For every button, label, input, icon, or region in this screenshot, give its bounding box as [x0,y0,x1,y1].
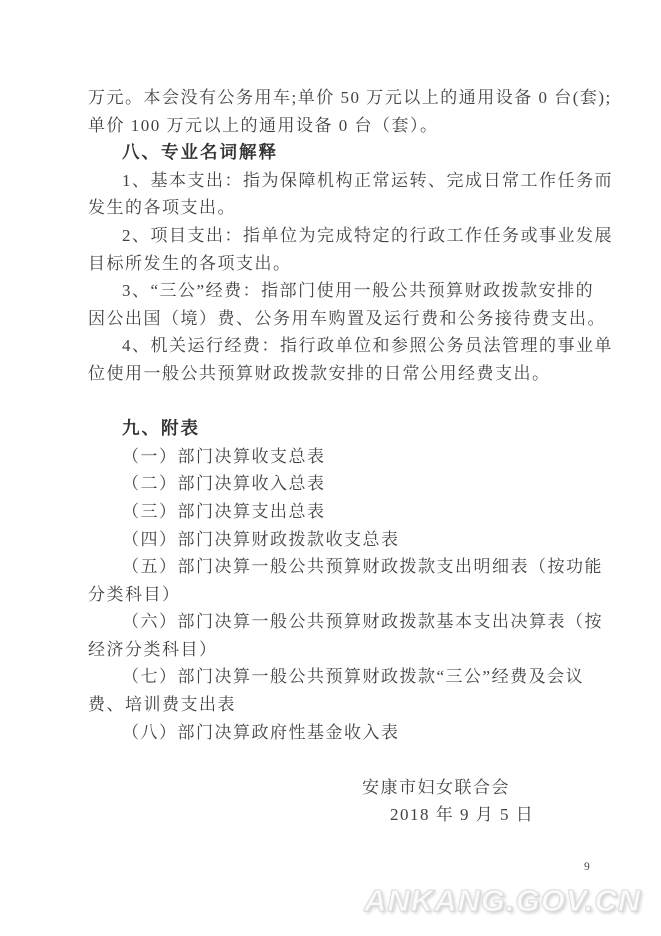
signature-date: 2018 年 9 月 5 日 [390,805,535,825]
intro-line: 万元。本会没有公务用车;单价 50 万元以上的通用设备 0 台(套); [88,88,612,107]
appendix-item: （八）部门决算政府性基金收入表 [122,722,400,742]
document-body [88,84,633,829]
term-line: 1、基本支出：指为保障机构正常运转、完成日常工作任务而 [122,170,613,190]
appendix-item: （七）部门决算一般公共预算财政拨款“三公”经费及会议 [122,667,585,687]
term-line: 2、项目支出：指单位为完成特定的行政工作任务或事业发展 [122,225,613,245]
appendix-item: （三）部门决算支出总表 [122,501,326,521]
appendix-item: （二）部门决算收入总表 [122,474,326,494]
appendix-item: （五）部门决算一般公共预算财政拨款支出明细表（按功能 [122,557,603,577]
appendix-item-continuation: 费、培训费支出表 [88,695,236,715]
watermark-text: ANKANG.GOV.CN [364,883,642,918]
section-heading-appendix: 九、附表 [122,418,200,439]
term-line: 位使用一般公共预算财政拨款安排的日常公用经费支出。 [88,363,551,383]
appendix-item: （一）部门决算收支总表 [122,446,326,466]
section-heading-terms: 八、专业名词解释 [122,142,278,163]
term-line: 4、机关运行经费：指行政单位和参照公务员法管理的事业单 [122,336,613,356]
intro-line: 单价 100 万元以上的通用设备 0 台（套）。 [88,115,439,135]
signature-organization: 安康市妇女联合会 [362,777,510,797]
appendix-item: （四）部门决算财政拨款收支总表 [122,529,400,549]
term-line: 目标所发生的各项支出。 [88,253,292,273]
appendix-item-continuation: 经济分类科目） [88,639,218,659]
appendix-item-continuation: 分类科目） [88,584,181,604]
term-line: 发生的各项支出。 [88,198,236,218]
page-number: 9 [584,861,590,873]
term-line: 3、“三公”经费：指部门使用一般公共预算财政拨款安排的 [122,281,595,301]
term-line: 因公出国（境）费、公务用车购置及运行费和公务接待费支出。 [88,308,606,328]
appendix-item: （六）部门决算一般公共预算财政拨款基本支出决算表（按 [122,612,603,632]
